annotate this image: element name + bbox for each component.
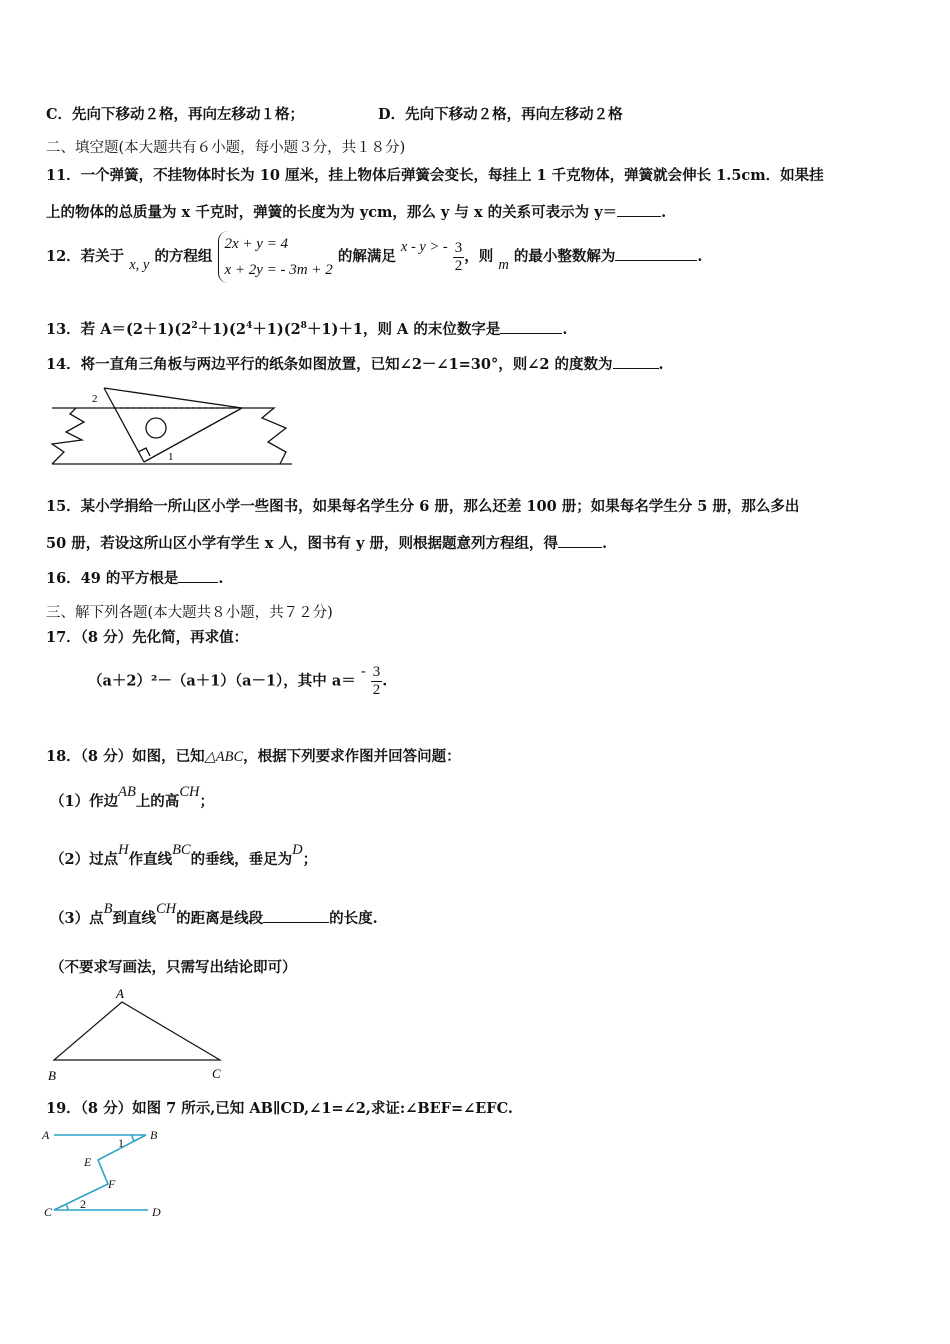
label-e: E <box>84 1155 92 1169</box>
q12-prefix: 12．若关于 <box>46 248 125 265</box>
q13-part: ＋1)(2 <box>252 321 301 338</box>
q17-fraction <box>371 664 383 699</box>
paper-left-edge <box>52 408 84 464</box>
angle-1-label: 1 <box>168 451 174 463</box>
label-a: A <box>42 1128 50 1142</box>
q18-var: D <box>292 842 303 858</box>
q18-text: 作直线 <box>128 851 173 868</box>
answer-blank <box>615 259 697 261</box>
figure-18-triangle-abc <box>44 984 244 1086</box>
figure-19-parallel-lines <box>40 1124 170 1222</box>
q17-frac-den: 2 <box>372 682 381 698</box>
angle-2-label: 2 <box>80 1197 86 1211</box>
q12-frac-num: 3 <box>454 239 463 256</box>
answer-blank <box>500 332 562 334</box>
q13-exp: 4 <box>246 321 253 332</box>
question-12: 12．若关于 x, y 的方程组 2x + y = 4 x + 2y = - 3m + 2 的解满足 x - y > - $\frac{3}{2}$ ，则 m 的最小整数解为 . <box>46 231 702 283</box>
q18-text: （2）过点 <box>50 851 119 868</box>
figure-14-triangle-paper <box>44 382 304 472</box>
question-18-part2 <box>50 842 318 869</box>
question-17-title: 17．（8 分）先化简，再求值： <box>46 629 249 646</box>
question-16: 16．49 的平方根是 . <box>46 570 224 587</box>
triangle-hypotenuse <box>104 388 242 408</box>
q12-frac-den: 2 <box>454 257 463 274</box>
equation-2: x + 2y = - 3m + 2 <box>224 262 333 278</box>
q12-inequality: x - y > - <box>400 239 448 255</box>
answer-blank <box>558 546 602 548</box>
q13-exp: 2 <box>191 321 198 332</box>
question-11-line2: 上的物体的总质量为 x 千克时，弹簧的长度为为 ycm，那么 y 与 x 的关系可表示为 y＝ . <box>46 204 667 221</box>
q12-var-m: m <box>498 257 509 273</box>
q18-text: （1）作边 <box>50 793 119 810</box>
question-13: 13．若 $A=(2+1)(2^2+1)(2^4+1)(2^8+1)+1$，则 A 的末位数字是 . <box>46 321 568 338</box>
q18-text: 的垂线，垂足为 <box>190 851 293 868</box>
q18-text: 到直线 <box>112 910 156 927</box>
question-18-part1 <box>50 784 214 811</box>
vertex-a-label: A <box>116 986 124 1001</box>
q18-var: AB <box>118 784 136 800</box>
q13-part: ＋1)(2 <box>197 321 246 338</box>
question-14: 14．将一直角三角板与两边平行的纸条如图放置，已知∠2－∠1=30°，则∠2 的度数为 . <box>46 356 664 373</box>
q14-text: 14．将一直角三角板与两边平行的纸条如图放置，已知∠2－∠1=30°，则∠2 的度数为 <box>46 356 613 373</box>
q12-mid: 的方程组 <box>154 248 213 265</box>
q17-frac-num: 3 <box>372 664 381 680</box>
q18-text: 上的高 <box>135 793 180 810</box>
q18-var: CH <box>179 784 200 800</box>
q18-triangle: △ABC <box>204 749 244 765</box>
q18-text: （3）点 <box>50 910 104 927</box>
q17-expr: （a＋2）²－（a＋1）（a－1），其中 a＝ <box>88 672 356 690</box>
q11-text: 上的物体的总质量为 x 千克时，弹簧的长度为为 ycm，那么 y 与 x 的关系可表示为 y＝ <box>46 204 618 221</box>
question-15-line1: 15．某小学捐给一所山区小学一些图书，如果每名学生分 6 册，那么还差 100 册；如果每名学生分 5 册，那么多出 <box>46 498 800 515</box>
question-18-part3 <box>50 901 378 928</box>
question-17-expression: （a＋2）²－（a＋1）（a－1），其中 a＝ - $\frac{3}{2}$ . <box>88 663 388 698</box>
angle-1-arc <box>132 1135 134 1141</box>
equation-system <box>218 231 333 283</box>
vertex-c-label: C <box>212 1066 221 1081</box>
q18-text: 18．（8 分）如图，已知 <box>46 748 205 765</box>
question-18-note: （不要求写画法，只需写出结论即可） <box>50 959 297 976</box>
q12-then: ，则 <box>464 248 494 265</box>
question-11-line1: 11．一个弹簧，不挂物体时长为 10 厘米，挂上物体后弹簧会变长，每挂上 1 千克物体，弹簧就会伸长 1.5cm．如果挂 <box>46 167 824 184</box>
option-c: C．先向下移动２格，再向左移动１格； <box>46 106 305 123</box>
q18-text: 的长度. <box>329 910 378 927</box>
q18-text: ； <box>199 793 214 810</box>
answer-blank <box>178 581 218 583</box>
q12-tail: 的最小整数解为 <box>513 248 616 265</box>
q12-fraction <box>453 240 465 275</box>
angle-1-label: 1 <box>118 1136 124 1150</box>
q18-text: ，根据下列要求作图并回答问题： <box>243 748 461 765</box>
triangle-abc <box>54 1002 220 1060</box>
q17-sign: - <box>360 663 366 680</box>
section-3-title: 三、解下列各题(本大题共８小题，共７２分) <box>46 605 333 621</box>
label-c: C <box>44 1205 53 1219</box>
triangle-hole <box>146 418 166 438</box>
vertex-b-label: B <box>48 1068 56 1083</box>
angle-2-label: 2 <box>92 393 98 405</box>
q12-cond: 的解满足 <box>337 248 396 265</box>
answer-blank <box>613 367 659 369</box>
label-f: F <box>108 1177 116 1191</box>
triangle-leg <box>104 388 144 462</box>
option-d: D．先向下移动２格，再向左移动２格 <box>378 106 623 123</box>
section-2-title: 二、填空题(本大题共有６小题，每小题３分，共１８分) <box>46 140 406 156</box>
q18-var: H <box>118 842 129 858</box>
question-18-title <box>46 745 461 766</box>
answer-blank <box>263 921 329 923</box>
answer-blank <box>617 215 661 217</box>
q15-text: 50 册，若设这所山区小学有学生 x 人，图书有 y 册，则根据题意列方程组，得 <box>46 535 558 552</box>
q18-text: 的距离是线段 <box>176 910 264 927</box>
q13-part: 13．若 A＝(2＋1)(2 <box>46 321 192 338</box>
equation-1: 2x + y = 4 <box>224 236 289 252</box>
q18-var: B <box>103 901 113 917</box>
q18-text: ； <box>302 851 318 868</box>
q12-vars: x, y <box>129 257 150 273</box>
q18-var: BC <box>172 842 191 858</box>
label-d: D <box>152 1205 161 1219</box>
q18-var: CH <box>155 901 177 917</box>
label-b: B <box>150 1128 158 1142</box>
angle-2-arc <box>66 1204 68 1210</box>
question-15-line2: 50 册，若设这所山区小学有学生 x 人，图书有 y 册，则根据题意列方程组，得 . <box>46 535 608 552</box>
q16-text: 16．49 的平方根是 <box>46 570 179 587</box>
question-19: 19．（8 分）如图 7 所示,已知 AB∥CD,∠1=∠2,求证:∠BEF=∠EFC. <box>46 1100 513 1117</box>
triangle-leg <box>144 408 242 462</box>
q13-exp: 8 <box>300 321 307 332</box>
q13-part: ＋1)＋1，则 A 的末位数字是 <box>306 321 501 338</box>
zigzag-befc <box>54 1135 146 1210</box>
